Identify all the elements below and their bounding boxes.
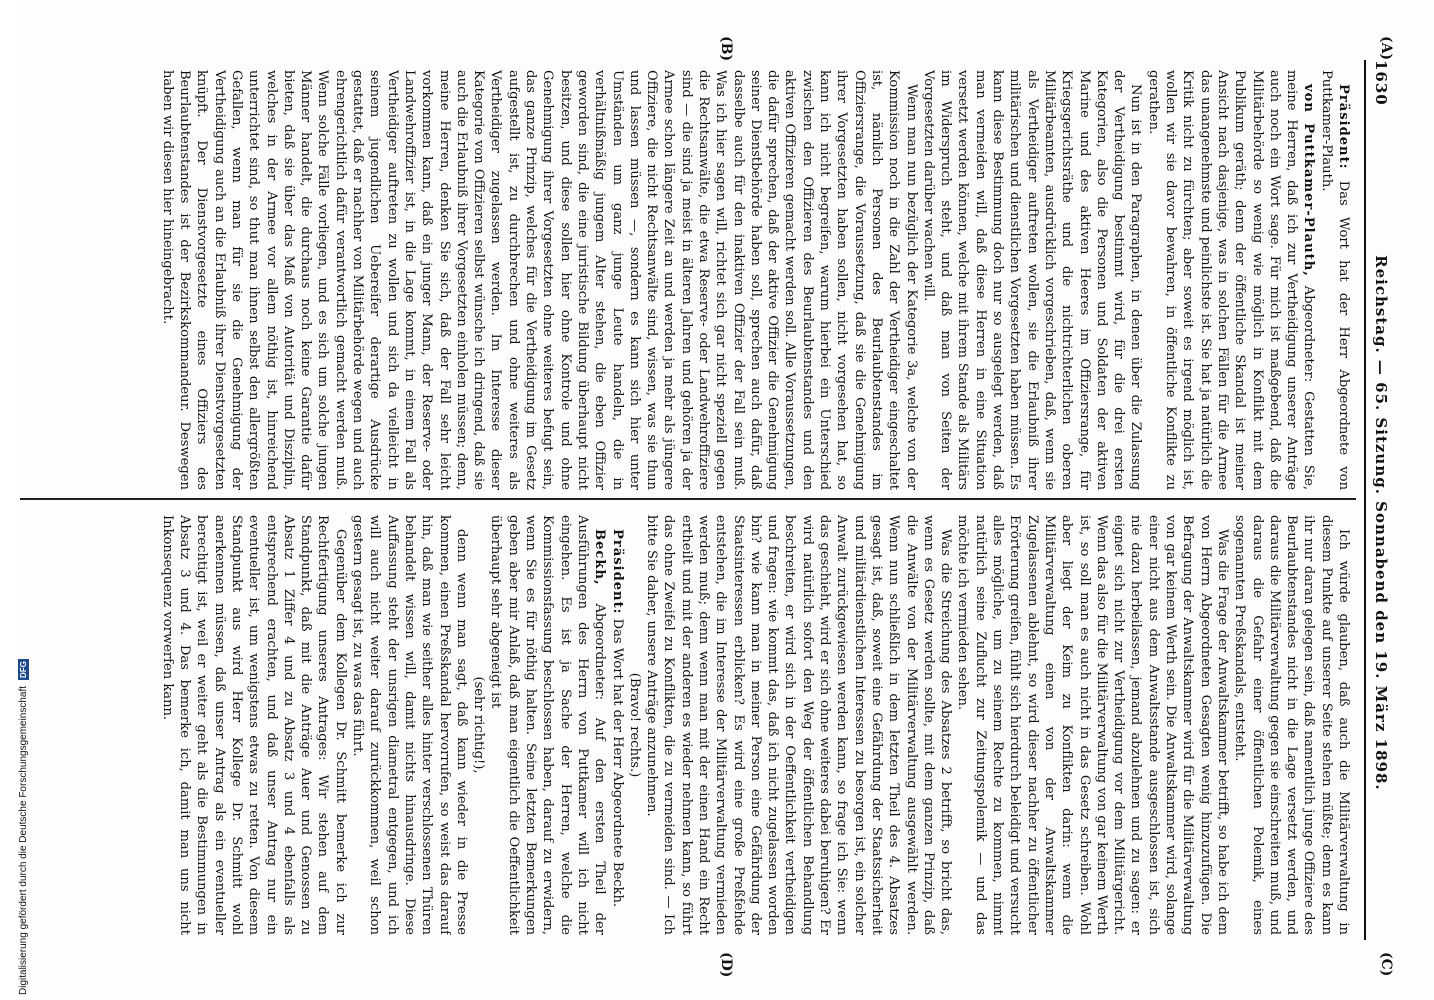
paragraph-text: (sehr richtig!), bbox=[471, 676, 487, 774]
credit-text: Digitalisierung gefördert durch die Deutsche Forschungsgemeinschaft bbox=[18, 685, 29, 995]
paragraph bbox=[643, 515, 954, 935]
paragraph-text: Was die Frage der Anwaltskammer betrifft, so habe ich dem von Herrn Abgeordneten Gesagten wenig hinzuzufügen. Die Befragung der Anwaltskammer wird für die Militärverwaltung von gar keinem Werth sein. Die Anwaltskammer wird, solange einer nicht aus dem Anwaltsstande ausgeschlossen ist, sich nie dazu herbeilassen, jemand abzulehnen und zu sagen: er eignet sich nicht zur Vertheidigung vor dem Militärgericht. Wenn das also für die Militärverwaltung von gar keinem Werth ist, so soll man es auch nicht in das Gesetz schreiben. Wohl aber liegt der Keim zu Konflikten darin: wenn die Militärverwaltung einen von der Anwaltskammer Zugelassenen ablehnt, so wird dieser nachher zu öffentlicher Erörterung greifen, fühlt sich hierdurch beleidigt und versucht alles mögliche, um zu seinem Rechte zu kommen, nimmt natürlich seine Zuflucht zur Zeitungspolemik — und das möchte ich vermieden sehen. bbox=[955, 515, 1230, 935]
paragraph-text: denn wenn man sagt, daß kann wieder in die Presse kommen, einen Preßskandal hervorrufen, so weist das darauf hin, daß man wie seither alles hinter verschlossenen Thüren behandelt wissen will, damit nichts hinausdringe. Diese Auffassung steht der unsrigen diametral entgegen, und ich will auch nicht weiter darauf zurückkommen, weil schon gestern gesagt ist, zu was das führt. bbox=[350, 515, 469, 935]
margin-marker-b: (B) bbox=[718, 36, 734, 62]
paragraph-text: Das Wort hat der Herr Abgeordnete Beckh. bbox=[609, 614, 625, 908]
margin-marker-a: (A) bbox=[1378, 36, 1394, 61]
paragraph-text: Abgeordneter: Auf den ersten Theil der Ausführungen des Herrn von Puttkamer will ich nicht eingehen. Es ist ja Sache der Herren, welche die Kommissionsfassung beschlossen haben, darauf zu erwidern, wenn Sie es für nöthig halten. Seine letzten Bemerkungen geben aber mir Anlaß, daß man eigentlich die Oeffentlichkeit überhaupt sehr abgeneigt ist bbox=[488, 515, 608, 935]
paragraph bbox=[159, 515, 349, 935]
paragraph-text: Nun ist in den Paragraphen, in denen über die Zulassung der Vertheidigung bestimmt wird, für die drei ersten Kategorien, also die Personen und Soldaten der aktiven Marine und des aktiven Heeres im Offiziersrange, für Kriegsgerichtsräthe und die nichtrichterlichen oberen Militärbeamten, ausdrücklich vorgeschrieben, daß, wenn sie als Vertheidiger auftreten wollen, sie die Erlaubniß ihrer militärischen und dienstlichen Vorgesetzten haben müssen. Es kann diese Bestimmung doch nur so ausgelegt werden, daß man vermeiden will, daß diese Herren in eine Situation versetzt werden können, welche mit ihrem Stande als Militärs im Widerspruch steht, und daß man von Seiten der Vorgesetzten darüber wachen will. bbox=[920, 70, 1144, 490]
left-text-column bbox=[22, 70, 1352, 490]
paragraph bbox=[626, 515, 643, 935]
paragraph bbox=[349, 515, 470, 935]
paragraph-text: Abgeordneter: Gestatten Sie, meine Herren, daß ich zur Vertheidigung unserer Anträge auch noch ein Wort sage. Für mich ist maßgebend, daß die Militärbehörde so wenig wie möglich in Konflikt mit dem Publikum geräth; denn der öffentliche Skandal ist meiner Ansicht nach dasjenige, was in solchen Fällen für die Armee das unangenehmste und peinlichste ist. Sie hat ja natürlich die Kritik nicht zu fürchten; aber soweit es irgend möglich ist, wollen wir sie davor bewahren, in öffentliche Konflikte zu gerathen. bbox=[1145, 70, 1317, 490]
margin-marker-c: (C) bbox=[1378, 952, 1394, 977]
paragraph-text: Gegenüber dem Kollegen Dr. Schmitt bemerke ich zur Rechtfertigung unseres Antrages: Wir stehen auf dem Standpunkt, daß mit die Anträge Auer und Genossen zu Absatz 1 Ziffer 4 und zu Absatz 3 und 4 ebenfalls als entsprechend erachten, und daß unser Antrag nur ein eventueller ist, um wenigstens etwas zu retten. Von diesem Standpunkt aus wird Herr Kollege Dr. Schmitt wohl anerkennen müssen, daß unser Antrag als ein eventueller berechtigt ist, weil er weiter geht als die Bestimmungen in Absatz 3 und 4. Das bemerke ich, damit man uns nicht Inkonsequenz vorwerfen kann. bbox=[159, 515, 348, 935]
page-number: 1630 bbox=[1372, 60, 1390, 106]
paragraph bbox=[954, 515, 1231, 935]
margin-marker-d: (D) bbox=[718, 952, 734, 978]
speaker-name: Präsident: bbox=[1336, 84, 1351, 170]
paragraph-text: (Bravo! rechts.) bbox=[626, 672, 642, 778]
paragraph-text: Wenn man nun bezüglich der Kategorie 3a, welche von der Kommission noch in die Zahl der Vertheidiger eingeschaltet ist, nämlich Personen des Beurlaubtenstandes im Offiziersrange, die Voraussetzung, daß sie die Genehmigung ihrer Vorgesetzten haben sollen, nicht vorgesehen hat, so kann ich nicht begreifen, warum hierbei ein Unterschied zwischen den Offizieren des Beurlaubtenstandes und den aktiven Offizieren gemacht werden soll. Alle Voraussetzungen, die dafür sprechen, daß der aktive Offizier die Genehmigung seiner Dienstbehörde haben soll, sprechen auch dafür, daß dasselbe auch für den inaktiven Offizier der Fall sein muß. Was ich hier sagen will, richtet sich gar nicht speziell gegen die Rechtsanwälte, die etwa Reserve- oder Landwehroffiziere sind — die sind ja meist in älteren Jahren und gehören ja der Armee schon längere Zeit an und werden ja mehr als jüngere Offiziere, die nicht Rechtsanwälte sind, wissen, was sie thun und lassen müssen —, sondern es kann sich hier unter Umständen um ganz junge Leute handeln, die in verhältnißmäßig jungem Alter stehen, die eben Offizier geworden sind, die eine juristische Bildung überhaupt nicht besitzen, und diese sollen hier ohne Kontrole und ohne Genehmigung ihrer Vorgesetzten ohne weiteres befugt sein, das ganze Prinzip, welches für die Vertheidigung im Gesetz aufgestellt ist, zu durchbrechen und ohne weiteres als Vertheidiger zugelassen werden. Im Interesse dieser Kategorie von Offizieren selbst wünsche ich dringend, daß sie auch die Erlaubniß ihrer Vorgesetzten einholen müssen; denn, meine Herren, denken Sie sich, daß der Fall sehr leicht vorkommen kann, daß ein junger Mann, der Reserve- oder Landwehroffizier ist, in die Lage kommt, in einem Fall als Vertheidiger auftreten zu wollen und sich da vielleicht in seinem jugendlichen Uebereifer derartige Ausdrücke gestattet, daß er nachher von Militärbehörde wegen und auch ehrengerichtlich dafür verantwortlich gemacht werden muß. Wenn solche Fälle vorliegen, und es sich um solche jungen Männer handelt, die durchaus noch keine Garantie dafür bieten, daß sie über das Maß von Autorität und Disziplin, welches in der Armee vor allem nöthig ist, hinreichend unterrichtet sind, so thut man ihnen selbst den allergrößten Gefallen, wenn man für sie die Genehmigung der Vertheidigung auch an die Erlaubniß ihrer Dienstvorgesetzten knüpft. Der Dienstvorgesetzte eines Offiziers des Beurlaubtenstandes ist der Bezirkskommandeur. Deswegen haben wir diesen hier hineingebracht. bbox=[159, 70, 919, 490]
paragraph-text: Das Wort hat der Herr Abgeordnete von Puttkamer-Plauth. bbox=[1318, 70, 1351, 490]
paragraph bbox=[920, 70, 1145, 490]
paragraph bbox=[487, 515, 608, 935]
paragraph bbox=[159, 70, 920, 490]
speaker-name: von Puttkamer-Plauth, bbox=[1301, 84, 1317, 277]
paragraph bbox=[608, 515, 625, 935]
column-divider bbox=[16, 498, 1356, 500]
page-header bbox=[1364, 60, 1404, 940]
credit-sidebar bbox=[0, 0, 29, 1000]
paragraph bbox=[1317, 70, 1352, 490]
speaker-name: Beckh, bbox=[592, 529, 608, 586]
paragraph bbox=[1144, 70, 1317, 490]
dfg-logo: DFG bbox=[19, 661, 28, 678]
speaker-name: Präsident: bbox=[609, 529, 625, 615]
right-text-column bbox=[22, 515, 1352, 935]
paragraph bbox=[470, 515, 487, 935]
paragraph bbox=[1231, 515, 1352, 935]
paragraph-text: Ich würde glauben, daß auch die Militärverwaltung in diesem Punkte auf unserer Seite stehen müßte; denn es kann ihr nur daran gelegen sein, daß namentlich junge Offiziere des Beurlaubtenstandes nicht in die Lage versetzt werden, und daraus die Militärverwaltung gegen sie einschreiten muß, und daraus die Gefahr einer öffentlichen Polemik, eines sogenannten Preßskandals, entsteht. bbox=[1232, 515, 1351, 935]
page-title: Reichstag. — 65. Sitzung. Sonnabend den 19. März 1898. bbox=[1372, 255, 1390, 791]
paragraph-text: Was die Streichung des Absatzes 2 betrifft, so bricht das, wenn es Gesetz werden sollte, mit dem ganzen Prinzip, daß die Anwälte von der Militärverwaltung ausgewählt werden. Wenn nun schließlich in dem letzten Theil des 4. Absatzes gesagt ist, daß, soweit eine Gefährdung der Staatssicherheit und militärdienstlichen Interessen zu besorgen ist, ein solcher Anwalt zurückgewiesen werden kann, so frage ich Sie: wenn das geschieht, wird er sich ohne weiteres dabei beruhigen? Er wird natürlich sofort den Weg der öffentlichen Behandlung beschreiten, er wird sich in der Oeffentlichkeit vertheidigen und fragen: wie kommt das, daß ich nicht zugelassen worden bin? wie kann man in meiner Person eine Gefährdung der Staatsinteressen erblicken? Es wird eine große Preßfehde entstehen, die im Interesse der Militärverwaltung vermieden werden muß; denn wenn man mit der einen Hand ein Recht ertheilt und mit der anderen es wieder nehmen kann, so führt das ohne Zweifel zu Konflikten, die zu vermeiden sind. — Ich bitte Sie daher, unsere Anträge anzunehmen. bbox=[644, 515, 954, 935]
